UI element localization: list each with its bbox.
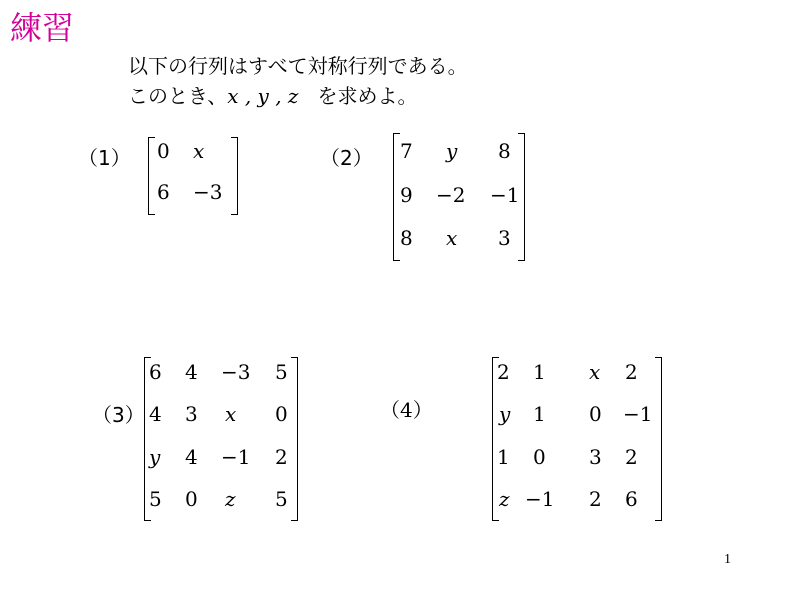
instruction-prefix: このとき、: [128, 84, 228, 108]
matrix-cell: 3: [185, 402, 198, 426]
problem-1-label: （1）: [78, 146, 131, 170]
page-number: 1: [724, 552, 731, 567]
matrix-cell: 1: [533, 360, 546, 384]
problem-1-matrix: [148, 137, 238, 215]
matrix-cell: 7: [400, 139, 413, 163]
matrix-cell: x: [589, 360, 601, 384]
matrix-cell: x: [225, 402, 237, 426]
matrix-cell: 3: [498, 226, 511, 250]
matrix-cell: 8: [498, 139, 511, 163]
matrix-cell: 0: [275, 402, 288, 426]
problem-3-label: （3）: [92, 403, 145, 427]
problem-2-label: （2）: [320, 146, 373, 170]
matrix-cell: −1: [623, 402, 653, 426]
matrix-cell: −3: [221, 360, 251, 384]
matrix-cell: 5: [275, 360, 288, 384]
matrix-cell: y: [499, 402, 511, 426]
matrix-cell: −1: [221, 445, 251, 469]
matrix-cell: −3: [193, 180, 223, 204]
matrix-cell: y: [149, 445, 161, 469]
matrix-cell: 3: [589, 445, 602, 469]
matrix-cell: x: [193, 139, 205, 163]
matrix-cell: 2: [625, 445, 638, 469]
matrix-cell: 8: [400, 226, 413, 250]
instruction-variables: x , y , z: [227, 84, 299, 108]
matrix-cell: 2: [625, 360, 638, 384]
matrix-cell: 4: [185, 360, 198, 384]
matrix-cell: 2: [497, 360, 510, 384]
matrix-cell: 0: [157, 139, 170, 163]
problem-2-matrix: [393, 133, 525, 261]
matrix-cell: z: [499, 487, 510, 511]
problem-3-matrix: [144, 357, 298, 521]
matrix-cell: 1: [533, 402, 546, 426]
instruction-line-2: [128, 82, 418, 110]
matrix-cell: −1: [525, 487, 555, 511]
matrix-cell: 0: [589, 402, 602, 426]
matrix-cell: 9: [400, 183, 413, 207]
instruction-line-1: 以下の行列はすべて対称行列である。: [128, 54, 468, 78]
matrix-cell: 5: [275, 487, 288, 511]
matrix-cell: z: [225, 487, 236, 511]
slide-title: 練習: [10, 9, 75, 47]
matrix-cell: 4: [149, 402, 162, 426]
matrix-cell: 0: [185, 487, 198, 511]
problem-4-label: （4）: [380, 398, 433, 422]
matrix-cell: 1: [497, 445, 510, 469]
matrix-cell: 6: [149, 360, 162, 384]
matrix-cell: −2: [436, 183, 466, 207]
problem-4-matrix: [492, 357, 662, 521]
matrix-cell: 2: [275, 445, 288, 469]
matrix-cell: 5: [149, 487, 162, 511]
matrix-cell: 0: [533, 445, 546, 469]
matrix-cell: x: [446, 226, 458, 250]
matrix-cell: −1: [490, 183, 520, 207]
matrix-cell: 4: [185, 445, 198, 469]
matrix-cell: 6: [157, 180, 170, 204]
matrix-cell: 6: [625, 487, 638, 511]
instruction-suffix: を求めよ。: [317, 84, 418, 108]
matrix-cell: 2: [589, 487, 602, 511]
matrix-cell: y: [446, 139, 458, 163]
